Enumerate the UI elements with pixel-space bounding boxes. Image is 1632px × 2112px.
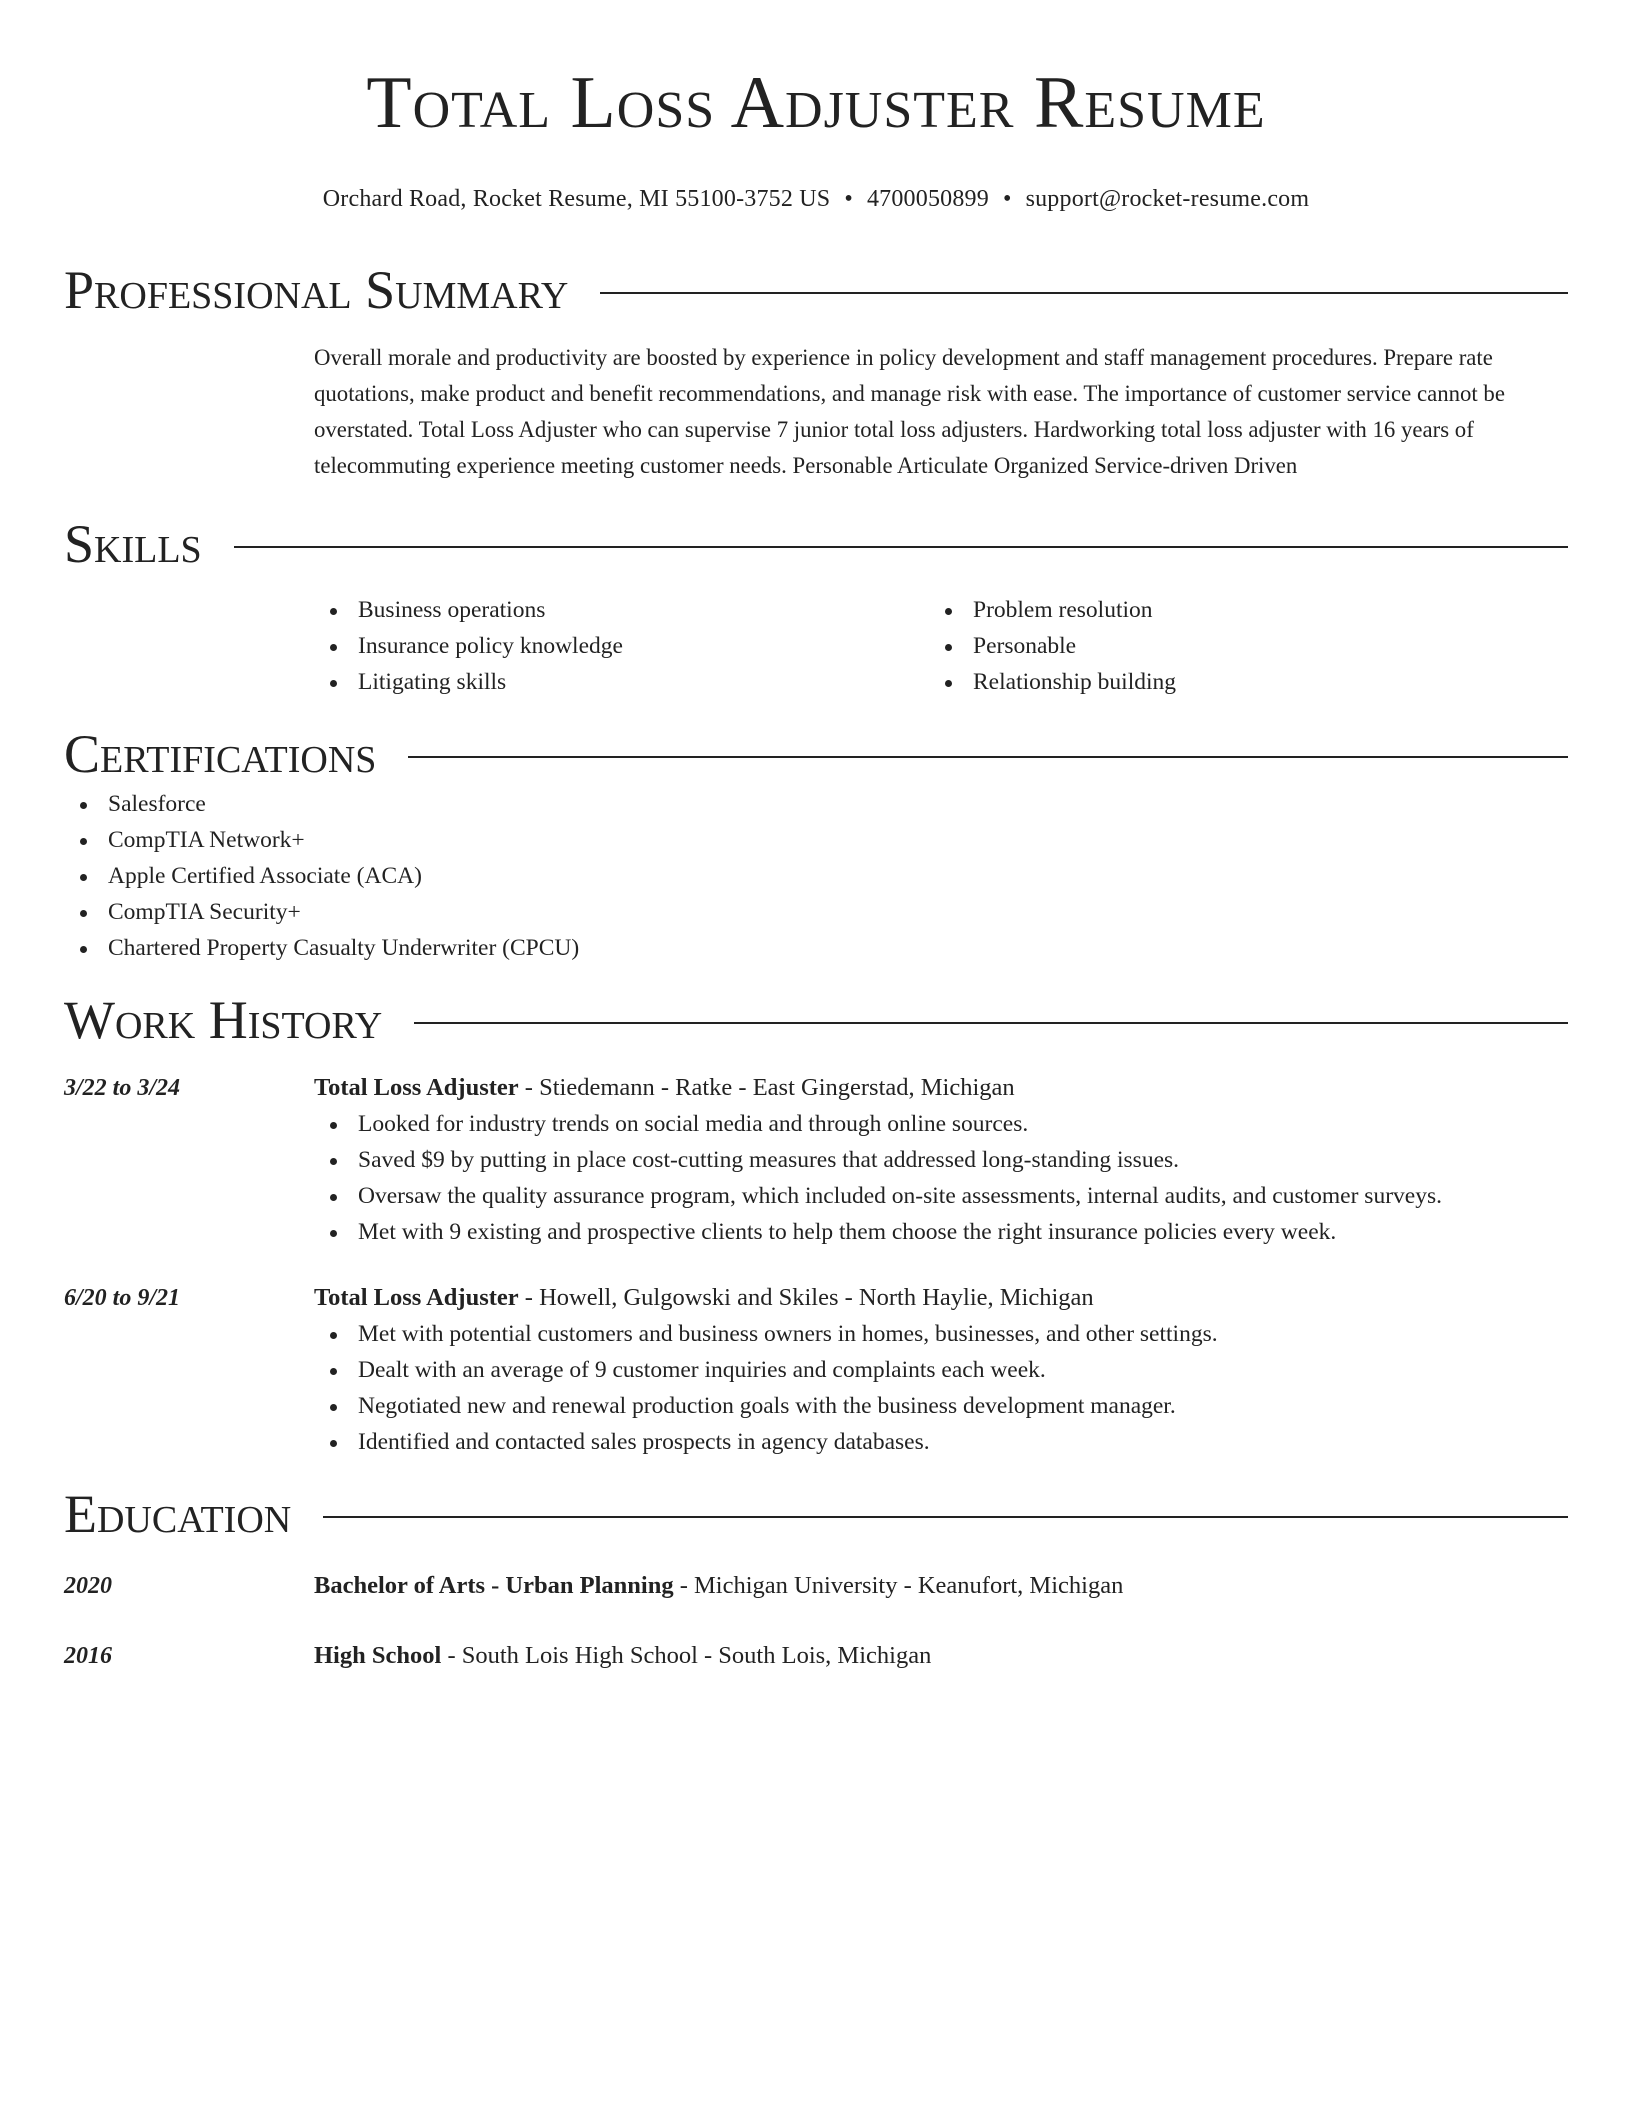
contact-phone: 4700050899 — [866, 186, 989, 212]
certification-item: CompTIA Security+ — [64, 894, 1568, 930]
section-divider — [323, 1516, 1568, 1518]
education-entry — [64, 1568, 1568, 1604]
summary-text: Overall morale and productivity are boosted by experience in policy development and staff management procedures. Prepare rate quotations, make product and benefit recommendations, and manage risk with ease. The importance of customer service cannot be overstated. Total Loss Adjuster who can supervise 7 junior total loss adjusters. Hardworking total loss adjuster with 16 years of telecommuting experience meeting customer needs. Personable Articulate Organized Service-driven Driven — [314, 345, 1505, 478]
section-divider — [600, 292, 1568, 294]
certifications-header — [64, 722, 1568, 786]
job-role: Total Loss Adjuster — [314, 1284, 519, 1311]
section-divider — [414, 1022, 1568, 1024]
work-history-section — [64, 988, 1568, 1460]
education-section — [64, 1482, 1568, 1674]
job-body — [314, 1280, 1568, 1460]
education-heading — [314, 1568, 1123, 1604]
skill-item: Problem resolution — [929, 592, 1544, 628]
certification-item: Chartered Property Casualty Underwriter (CPCU) — [64, 930, 1568, 966]
certifications-section — [64, 722, 1568, 966]
job-dates: 3/22 to 3/24 — [64, 1075, 181, 1101]
work-history-header — [64, 988, 1568, 1052]
skill-item: Relationship building — [929, 664, 1544, 700]
job-bullet: Dealt with an average of 9 customer inquiries and complaints each week. — [314, 1352, 1568, 1388]
education-degree: High School — [314, 1642, 442, 1669]
contact-separator: • — [1002, 186, 1012, 212]
section-title-summary: Professional Summary — [64, 260, 569, 320]
job-bullet: Oversaw the quality assurance program, which included on-site assessments, internal audits, and customer surveys. — [314, 1178, 1568, 1214]
summary-section — [64, 258, 1568, 484]
skills-section — [64, 512, 1568, 700]
job-company-location: - Stiedemann - Ratke - East Gingerstad, Michigan — [518, 1074, 1015, 1101]
skills-header — [64, 512, 1568, 576]
resume-title: Total Loss Adjuster Resume — [366, 62, 1266, 144]
skills-list-left — [314, 592, 929, 700]
skill-item: Personable — [929, 628, 1544, 664]
education-header — [64, 1482, 1568, 1546]
certifications-list — [64, 786, 1568, 966]
skill-item: Business operations — [314, 592, 929, 628]
job-bullets — [314, 1316, 1568, 1460]
contact-separator: • — [844, 186, 853, 212]
certification-item: Salesforce — [64, 786, 1568, 822]
job-entry — [64, 1280, 1568, 1460]
education-school-location: - South Lois High School - South Lois, Michigan — [441, 1642, 932, 1669]
job-bullet: Met with 9 existing and prospective clients to help them choose the right insurance policies every week. — [314, 1214, 1568, 1250]
education-year: 2020 — [64, 1573, 112, 1599]
summary-header — [64, 258, 1568, 322]
section-title-work-history: Work History — [64, 990, 383, 1050]
job-heading — [314, 1280, 1568, 1316]
skill-item: Insurance policy knowledge — [314, 628, 929, 664]
job-bullets — [314, 1106, 1568, 1250]
certification-item: CompTIA Network+ — [64, 822, 1568, 858]
job-bullet: Saved $9 by putting in place cost-cutting measures that addressed long-standing issues. — [314, 1142, 1568, 1178]
education-school-location: - Michigan University - Keanufort, Michigan — [673, 1572, 1124, 1599]
education-heading — [314, 1638, 931, 1674]
job-body — [314, 1070, 1568, 1250]
job-role: Total Loss Adjuster — [314, 1074, 519, 1101]
contact-line — [64, 184, 1568, 214]
skill-item: Litigating skills — [314, 664, 929, 700]
section-divider — [234, 546, 1568, 548]
job-bullet: Met with potential customers and business owners in homes, businesses, and other settings. — [314, 1316, 1568, 1352]
section-title-education: Education — [64, 1484, 292, 1544]
section-divider — [408, 756, 1568, 758]
job-bullet: Looked for industry trends on social media and through online sources. — [314, 1106, 1568, 1142]
job-bullet: Identified and contacted sales prospects in agency databases. — [314, 1424, 1568, 1460]
job-company-location: - Howell, Gulgowski and Skiles - North Haylie, Michigan — [518, 1284, 1094, 1311]
education-degree: Bachelor of Arts - Urban Planning — [314, 1572, 674, 1599]
job-heading — [314, 1070, 1568, 1106]
education-year: 2016 — [64, 1643, 112, 1669]
section-title-certifications: Certifications — [64, 724, 377, 784]
section-title-skills: Skills — [64, 514, 202, 574]
job-dates: 6/20 to 9/21 — [64, 1285, 181, 1311]
contact-address: Orchard Road, Rocket Resume, MI 55100-3752 US — [322, 186, 831, 212]
contact-email: support@rocket-resume.com — [1025, 186, 1310, 212]
job-bullet: Negotiated new and renewal production goals with the business development manager. — [314, 1388, 1568, 1424]
job-entry — [64, 1070, 1568, 1250]
certification-item: Apple Certified Associate (ACA) — [64, 858, 1568, 894]
education-entry — [64, 1638, 1568, 1674]
skills-list-right — [929, 592, 1544, 700]
skills-columns — [314, 592, 1568, 700]
